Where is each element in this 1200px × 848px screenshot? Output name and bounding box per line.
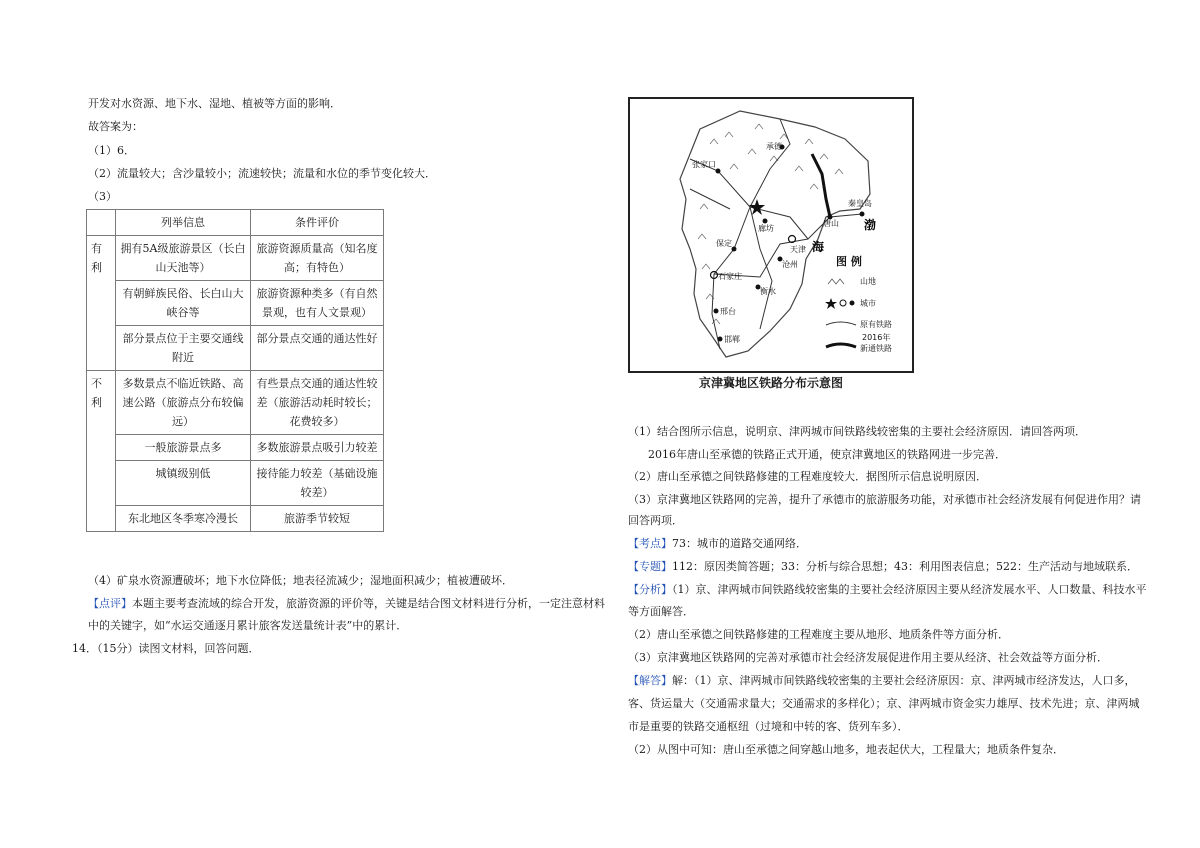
- kaodian-tag: 【考点】: [628, 537, 672, 550]
- table-row: [87, 371, 384, 435]
- legend-title: 图 例: [836, 255, 862, 268]
- table-row: [87, 326, 384, 371]
- question-1: （1）结合图所示信息，说明京、津两城市间铁路线较密集的主要社会经济原因．请回答两项．: [628, 425, 1086, 438]
- table-cell: 拥有5A级旅游景区（长白山天池等）: [116, 236, 251, 281]
- jieda-tag: 【解答】: [628, 674, 672, 687]
- kaodian-text: 73：城市的道路交通网络．: [672, 537, 807, 550]
- table-cell: 部分景点交通的通达性好: [251, 326, 384, 371]
- jieda-line-2: 客、货运量大（交通需求量大；交通需求的多样化）；京、津两城市资金实力雄厚、技术先进；京、津两城: [628, 697, 1140, 710]
- fenxi-line-2: 等方面解答．: [628, 605, 694, 618]
- evaluation-table: [86, 209, 384, 532]
- legend-label: 山地: [860, 277, 876, 286]
- star-icon: [825, 298, 837, 309]
- city-label: 邯郸: [724, 335, 740, 344]
- map-legend: [825, 254, 892, 353]
- answer-1: （1）6．: [88, 144, 135, 157]
- city-label: 天津: [790, 245, 806, 254]
- answer-3: （3）: [88, 190, 117, 203]
- review-line: [88, 597, 605, 611]
- city-dot-icon: [714, 309, 719, 314]
- kaodian-line: [628, 537, 807, 551]
- fenxi-text: （1）京、津两城市间铁路线较密集的主要社会经济原因主要从经济发展水平、人口数量、科技水平: [672, 583, 1147, 596]
- zhuanti-tag: 【专题】: [628, 560, 672, 573]
- table-cell: 旅游季节较短: [251, 506, 384, 532]
- question-14: 14．（15分）读图文材料，回答问题．: [72, 642, 260, 655]
- city-label: 秦皇岛: [848, 199, 872, 208]
- table-header-row: [87, 210, 384, 236]
- table-cell: 多数旅游景点吸引力较差: [251, 435, 384, 461]
- sea-label: 海: [812, 240, 825, 254]
- table-cell: 城镇级别低: [116, 461, 251, 506]
- answer-4: （4）矿泉水资源遭破坏；地下水位降低；地表径流减少；湿地面积减少；植被遭破坏．: [88, 574, 513, 587]
- jieda-line: [628, 674, 1136, 688]
- table-row: [87, 236, 384, 281]
- city-dot-icon: [716, 169, 721, 174]
- table-header: 列举信息: [116, 210, 251, 236]
- table-cell: 东北地区冬季寒冷漫长: [116, 506, 251, 532]
- table-cell: 一般旅游景点多: [116, 435, 251, 461]
- table-cell: 有朝鲜族民俗、长白山大峡谷等: [116, 281, 251, 326]
- review-tag: 【点评】: [88, 597, 132, 610]
- legend-label: 新通铁路: [860, 344, 892, 353]
- city-label: 保定: [716, 239, 732, 248]
- city-label: 石家庄: [718, 272, 742, 281]
- bohai-label: 渤: [864, 218, 877, 232]
- favorable-label: 有利: [87, 236, 116, 371]
- jieda-2: （2）从图中可知：唐山至承德之间穿越山地多，地表起伏大，工程量大；地质条件复杂．: [628, 743, 1064, 756]
- answer-2: （2）流量较大；含沙量较小；流速较快；流量和水位的季节变化较大．: [88, 167, 436, 180]
- question-3-cont: 回答两项．: [628, 514, 683, 527]
- table-cell: 部分景点位于主要交通线附近: [116, 326, 251, 371]
- question-2-intro: 2016年唐山至承德的铁路正式开通，使京津冀地区的铁路网进一步完善．: [648, 448, 1006, 461]
- city-dot-icon: [718, 337, 723, 342]
- question-2: （2）唐山至承德之间铁路修建的工程难度较大．据图所示信息说明原因．: [628, 470, 987, 483]
- table-cell: 旅游资源质量高（知名度高；有特色）: [251, 236, 384, 281]
- table-row: [87, 461, 384, 506]
- table-corner: [87, 210, 116, 236]
- fenxi-tag: 【分析】: [628, 583, 672, 596]
- city-dot-icon: [732, 247, 737, 252]
- legend-label: 城市: [860, 299, 876, 308]
- legend-label: 原有铁路: [860, 320, 892, 329]
- table-cell: 接待能力较差（基础设施较差）: [251, 461, 384, 506]
- table-cell: 有些景点交通的通达性较差（旅游活动耗时较长；花费较多）: [251, 371, 384, 435]
- review-text: 本题主要考查流域的综合开发，旅游资源的评价等，关键是结合图文材料进行分析，一定注意材料: [132, 597, 605, 610]
- city-dot-icon: [860, 212, 865, 217]
- fenxi-3: （3）京津冀地区铁路网的完善对承德市社会经济发展促进作用主要从经济、社会效益等方面分析．: [628, 651, 1108, 664]
- city-dot-icon: [763, 219, 768, 224]
- city-dot-icon: [840, 300, 846, 306]
- mountain-icon: [828, 279, 844, 284]
- city-label: 廊坊: [758, 224, 774, 233]
- city-dot-icon: [850, 301, 855, 306]
- unfavorable-label: 不利: [87, 371, 116, 532]
- table-cell: 旅游资源种类多（有自然景观，也有人文景观）: [251, 281, 384, 326]
- city-label: 承德: [766, 142, 782, 151]
- fenxi-2: （2）唐山至承德之间铁路修建的工程难度主要从地形、地质条件等方面分析．: [628, 628, 1009, 641]
- map-title: 京津冀地区铁路分布示意图: [698, 376, 843, 390]
- table-row: [87, 506, 384, 532]
- zhuanti-line: [628, 560, 1138, 574]
- new-rail-icon: [826, 344, 856, 347]
- question-3: （3）京津冀地区铁路网的完善，提升了承德市的旅游服务功能，对承德市社会经济发展有何促进作用？请: [628, 493, 1141, 506]
- jieda-line-3: 市是重要的铁路交通枢纽（过境和中转的客、货列车多）．: [628, 720, 909, 733]
- city-label: 沧州: [782, 260, 798, 269]
- zhuanti-text: 112：原因类简答题；33：分析与综合思想；43：利用图表信息；522：生产活动与地域联系．: [672, 560, 1138, 573]
- map-svg: [630, 99, 912, 371]
- legend-label: 2016年: [862, 333, 891, 342]
- table-cell: 多数景点不临近铁路、高速公路（旅游点分布较偏远）: [116, 371, 251, 435]
- railway-map: [628, 97, 914, 373]
- table-header: 条件评价: [251, 210, 384, 236]
- city-label: 衡水: [760, 287, 776, 296]
- old-railways: [690, 119, 862, 349]
- answer-intro: 故答案为：: [88, 120, 143, 133]
- text-line: 开发对水资源、地下水、湿地、植被等方面的影响．: [88, 97, 341, 110]
- city-label: 唐山: [823, 219, 839, 228]
- review-line-2: 中的关键字，如“水运交通逐月累计旅客发送量统计表”中的累计．: [88, 619, 408, 632]
- table-row: [87, 435, 384, 461]
- city-label: 邢台: [720, 307, 736, 316]
- new-railway-tangshan-chengde: [812, 154, 830, 217]
- city-label: 张家口: [692, 160, 716, 169]
- fenxi-line: [628, 583, 1147, 597]
- jieda-text: 解：（1）京、津两城市间铁路线较密集的主要社会经济原因：京、津两城市经济发达，人口多，: [672, 674, 1136, 687]
- old-rail-icon: [826, 322, 856, 325]
- table-row: [87, 281, 384, 326]
